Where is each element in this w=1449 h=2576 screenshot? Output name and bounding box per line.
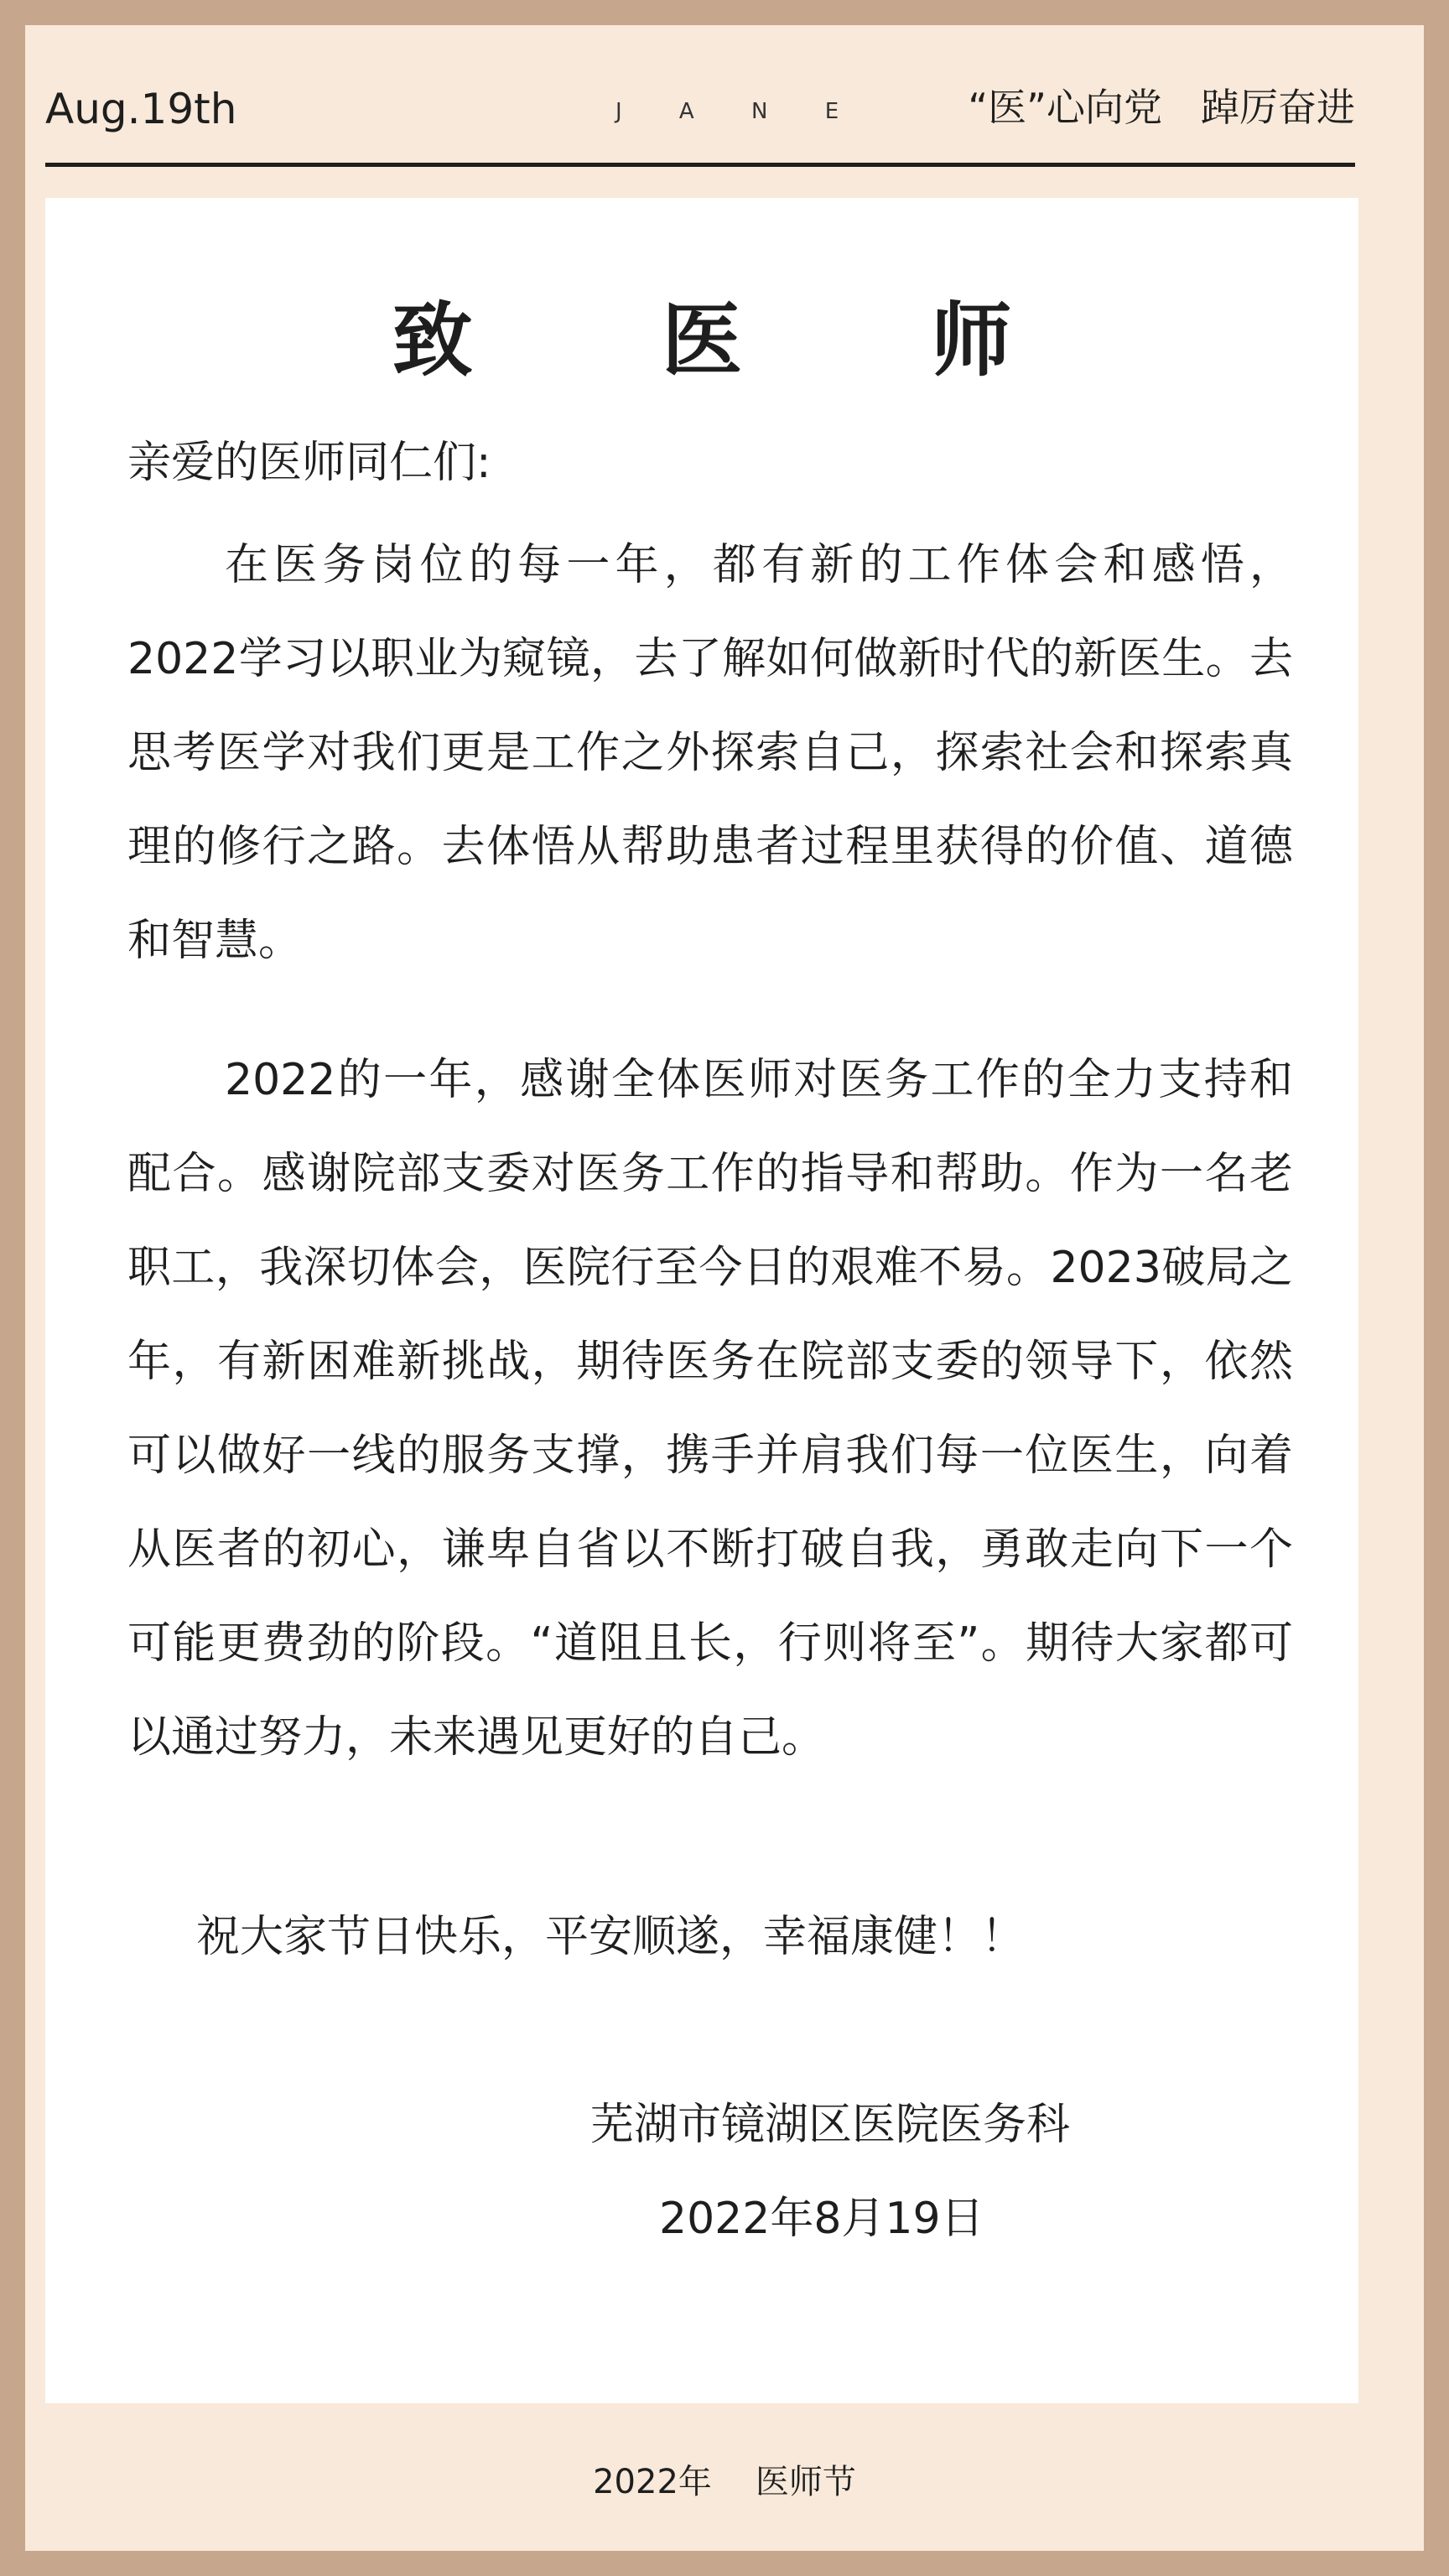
header: [45, 59, 1355, 134]
header-slogan: [968, 82, 1355, 132]
footer-year: 2022年: [593, 2463, 712, 2501]
header-slogan-right: 踔厉奋进: [1201, 85, 1355, 130]
header-brand: J A N E: [615, 99, 865, 124]
letter-card: [45, 198, 1358, 2403]
footer: [0, 2457, 1449, 2507]
letter-salutation: 亲爱的医师同仁们:: [127, 438, 491, 488]
letter-wishes: 祝大家节日快乐，平安顺遂，幸福康健！！: [196, 1912, 1026, 1962]
letter-paragraph-2: 2022的一年，感谢全体医师对医务工作的全力支持和配合。感谢院部支委对医务工作的指导和帮助。作为一名老职工，我深切体会，医院行至今日的艰难不易。2023破局之年，有新困难新挑战，期待医务在院部支委的领导下，依然可以做好一线的服务支撑，携手并肩我们每一位医生，向着从医者的初心，谦卑自省以不断打破自我，勇敢走向下一个可能更费劲的阶段。“道阻且长，行则将至”。期待大家都可以通过努力，未来遇见更好的自己。: [127, 1055, 1293, 1763]
header-date: Aug.19th: [45, 85, 237, 133]
signature-organization: 芜湖市镜湖区医院医务科: [590, 2100, 1071, 2150]
header-slogan-left: “医”心向党: [968, 85, 1162, 130]
letter-paragraph-1: 在医务岗位的每一年，都有新的工作体会和感悟，2022学习以职业为窥镜，去了解如何做新时代的新医生。去思考医学对我们更是工作之外探索自己，探索社会和探索真理的修行之路。去体悟从帮助患者过程里获得的价值、道德和智慧。: [127, 540, 1293, 966]
footer-event: 医师节: [755, 2463, 856, 2501]
header-divider: [45, 163, 1355, 167]
signature-date: 2022年8月19日: [659, 2194, 984, 2244]
letter-title: 致 医 师: [392, 293, 1093, 387]
